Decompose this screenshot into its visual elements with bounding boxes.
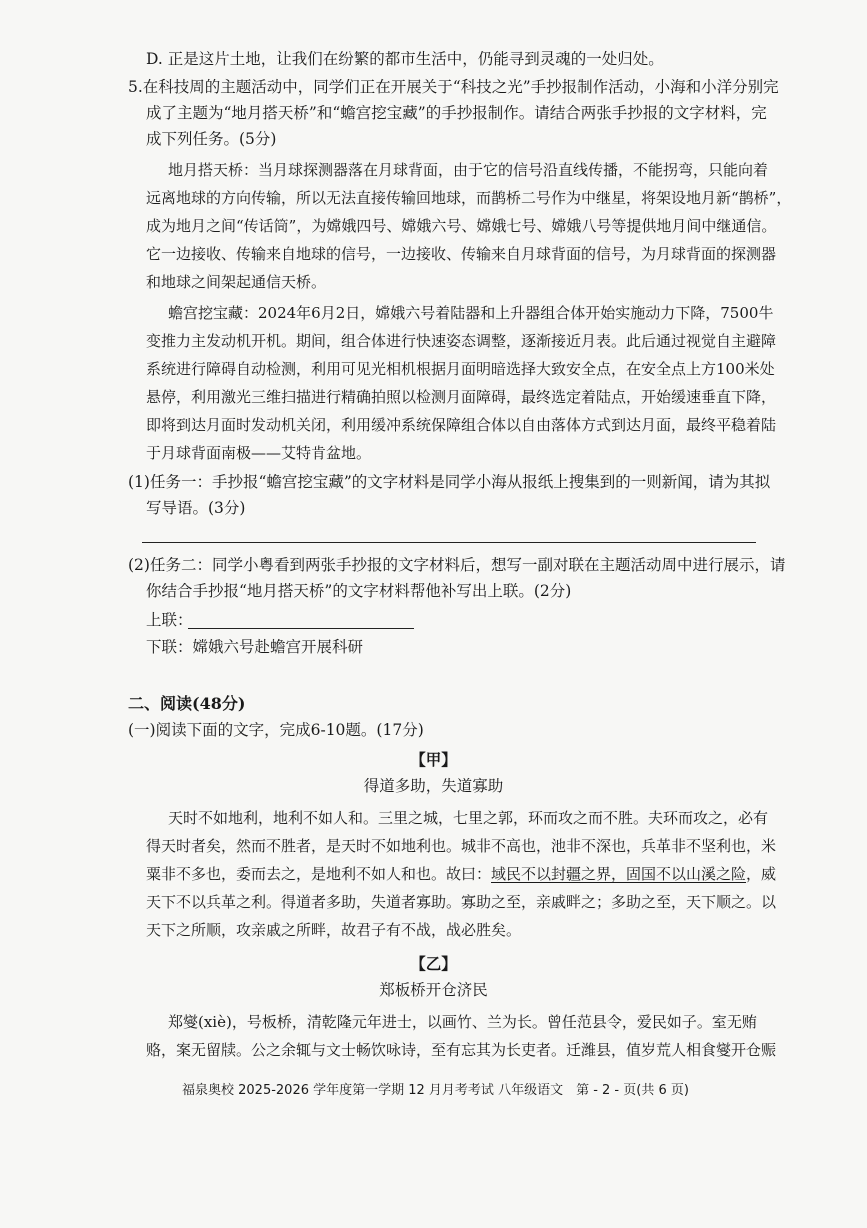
passage-jia-line: 天下之所顺，攻亲戚之所畔，故君子有不战，战必胜矣。 [146, 921, 522, 939]
task-1-line: 写导语。(3分) [146, 499, 246, 517]
page-footer: 福泉奥校 2025-2026 学年度第一学期 12 月月考考试 八年级语文 第 - 2 - 页(共 6 页) [182, 1083, 689, 1098]
task-1-line: (1)任务一：手抄报“蟾宫挖宝藏”的文字材料是同学小海从报纸上搜集到的一则新闻，请为其拟 [128, 473, 771, 491]
passage-jia-line: 天下不以兵革之利。得道者多助，失道者寡助。寡助之至，亲戚畔之；多助之至，天下顺之。以 [146, 893, 777, 911]
section-subheading: (一)阅读下面的文字，完成6-10题。(17分) [128, 721, 424, 739]
passage-yi-mark: 【乙】 [410, 954, 457, 973]
material-2-line: 悬停，利用激光三维扫描进行精确拍照以检测月面障碍，最终选定着陆点，开始缓速垂直下降， [146, 388, 777, 406]
option-d: D. 正是这片土地，让我们在纷繁的都市生活中，仍能寻到灵魂的一处归处。 [146, 50, 664, 68]
passage-yi-title: 郑板桥开仓济民 [379, 981, 488, 999]
passage-jia-text: ，威 [746, 865, 777, 883]
passage-jia-mark: 【甲】 [410, 750, 457, 769]
material-2-line: 系统进行障碍自动检测，利用可见光相机根据月面明暗选择大致安全点，在安全点上方100米处 [146, 360, 775, 378]
passage-jia-line [146, 864, 776, 884]
material-1-line: 成为地月之间“传话筒”，为嫦娥四号、嫦娥六号、嫦娥七号、嫦娥八号等提供地月间中继通信。 [146, 217, 777, 235]
passage-yi-line: 赂，案无留牍。公之余辄与文士畅饮咏诗，至有忘其为长吏者。迁潍县，值岁荒人相食燮开仓赈 [146, 1041, 777, 1059]
material-2-line: 蟾宫挖宝藏：2024年6月2日，嫦娥六号着陆器和上升器组合体开始实施动力下降，7500牛 [168, 304, 774, 322]
passage-yi-line: 郑燮(xiè)，号板桥，清乾隆元年进士，以画竹、兰为长。曾任范县令，爱民如子。室无贿 [168, 1013, 757, 1031]
underlined-sentence: 域民不以封疆之界，固国不以山溪之险 [491, 865, 747, 883]
passage-jia-line: 得天时者矣，然而不胜者，是天时不如地利也。城非不高也，池非不深也，兵革非不坚利也，米 [146, 837, 777, 855]
passage-jia-text: 粟非不多也，委而去之，是地利不如人和也。故曰： [146, 865, 492, 883]
section-heading: 二、阅读(48分) [128, 694, 246, 713]
upper-couplet-blank[interactable] [188, 628, 414, 629]
task-2-line: 你结合手抄报“地月搭天桥”的文字材料帮他补写出上联。(2分) [146, 582, 572, 600]
material-2-line: 变推力主发动机开机。期间，组合体进行快速姿态调整，逐渐接近月表。此后通过视觉自主避障 [146, 332, 777, 350]
q5-intro-line: 成下列任务。(5分) [146, 130, 277, 148]
upper-couplet-label: 上联： [146, 611, 193, 629]
passage-jia-line: 天时不如地利，地利不如人和。三里之城，七里之郭，环而攻之而不胜。夫环而攻之，必有 [168, 809, 769, 827]
material-1-line: 它一边接收、传输来自地球的信号，一边接收、传输来自月球背面的信号，为月球背面的探测器 [146, 245, 777, 263]
lower-couplet: 下联：嫦娥六号赴蟾宫开展科研 [146, 638, 364, 656]
material-1-line: 远离地球的方向传输，所以无法直接传输回地球，而鹊桥二号作为中继星，将架设地月新“鹊桥”， [146, 189, 792, 207]
passage-jia-title: 得道多助，失道寡助 [363, 777, 504, 795]
answer-line[interactable] [142, 542, 756, 543]
task-2-line: (2)任务二：同学小粤看到两张手抄报的文字材料后，想写一副对联在主题活动周中进行展示，请 [128, 556, 786, 574]
material-2-line: 于月球背面南极——艾特肯盆地。 [146, 444, 372, 462]
q5-intro-line: 成了主题为“地月搭天桥”和“蟾宫挖宝藏”的手抄报制作。请结合两张手抄报的文字材料，完 [146, 104, 767, 122]
material-1-line: 和地球之间架起通信天桥。 [146, 273, 327, 291]
material-1-line: 地月搭天桥：当月球探测器落在月球背面，由于它的信号沿直线传播，不能拐弯，只能向着 [168, 161, 769, 179]
material-2-line: 即将到达月面时发动机关闭，利用缓冲系统保障组合体以自由落体方式到达月面，最终平稳着陆 [146, 416, 777, 434]
q5-intro-line: 5.在科技周的主题活动中，同学们正在开展关于“科技之光”手抄报制作活动，小海和小洋分别完 [128, 78, 779, 96]
